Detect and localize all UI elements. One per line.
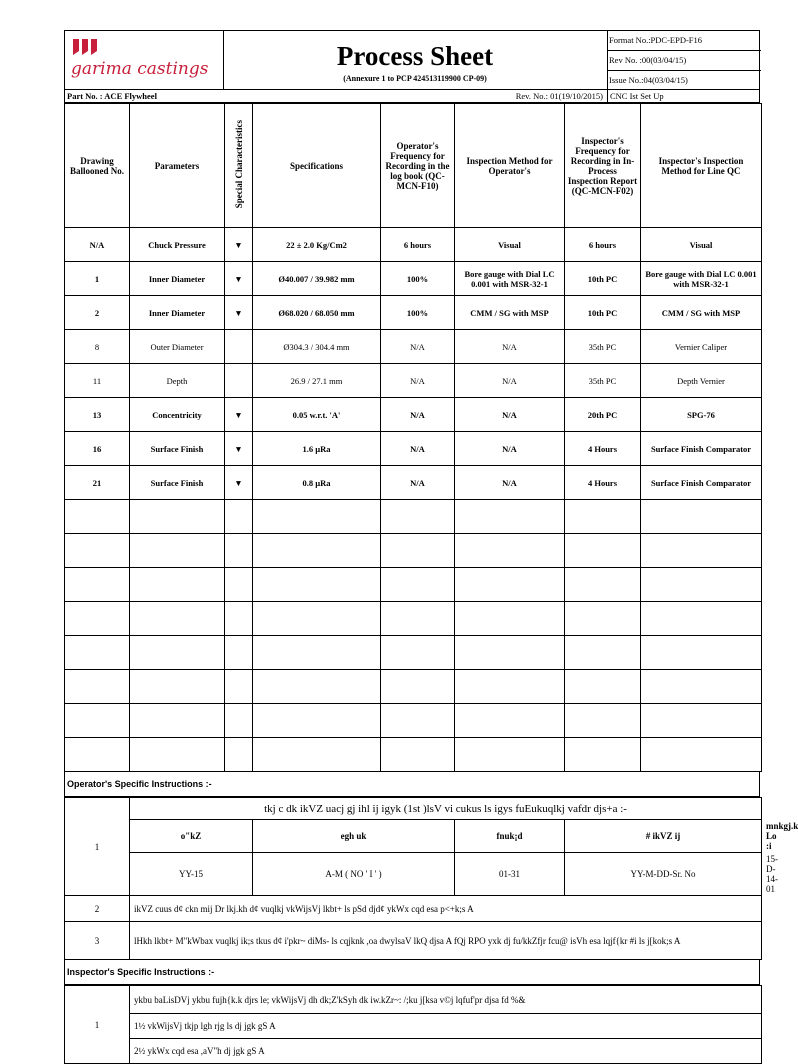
cell-spec: Ø68.020 / 68.050 mm	[253, 296, 381, 330]
cell-op-method: N/A	[455, 330, 565, 364]
cell-insp-freq: 20th PC	[565, 398, 641, 432]
cell-spec: 1.6 µRa	[253, 432, 381, 466]
empty-row	[65, 534, 762, 568]
empty-cell	[253, 534, 381, 568]
cell-op-method: Visual	[455, 228, 565, 262]
process-sheet	[64, 30, 798, 1064]
empty-cell	[565, 568, 641, 602]
instruction-text: tkj c dk ikVZ uacj gj ihl ij igyk (1st )lsV vi cukus ls igys fuEukuqlkj vafdr djs+a :-	[130, 798, 762, 820]
cell-spec: Ø40.007 / 39.982 mm	[253, 262, 381, 296]
cell-op-method: N/A	[455, 364, 565, 398]
cell-op-freq: 100%	[381, 262, 455, 296]
empty-cell	[455, 500, 565, 534]
empty-cell	[225, 636, 253, 670]
empty-cell	[565, 738, 641, 772]
sub-header: egh uk	[253, 820, 455, 853]
empty-cell	[130, 670, 225, 704]
empty-cell	[565, 500, 641, 534]
cell-param: Outer Diameter	[130, 330, 225, 364]
empty-cell	[641, 704, 762, 738]
title-box	[223, 31, 608, 89]
empty-cell	[65, 738, 130, 772]
doc-rev: Rev. No.: 01(19/10/2015)	[515, 91, 603, 101]
cell-sc: ▼	[225, 398, 253, 432]
cell-insp-freq: 4 Hours	[565, 466, 641, 500]
logo-icon	[71, 37, 101, 57]
empty-cell	[253, 738, 381, 772]
empty-cell	[130, 568, 225, 602]
table-body	[65, 228, 762, 772]
inspector-instructions-table	[64, 985, 762, 1064]
company-logo	[65, 31, 224, 89]
sub-value: A-M ( NO ' I ' )	[253, 853, 455, 896]
col-header: Drawing Ballooned No.	[65, 104, 130, 228]
col-header: Inspection Method for Operator's	[455, 104, 565, 228]
company-name: garima castings	[71, 59, 209, 79]
empty-cell	[253, 670, 381, 704]
cell-insp-method: Visual	[641, 228, 762, 262]
col-header	[225, 104, 253, 228]
empty-cell	[225, 534, 253, 568]
cell-op-method: N/A	[455, 466, 565, 500]
empty-cell	[381, 568, 455, 602]
empty-cell	[225, 704, 253, 738]
instruction-text: 1½ vkWijsVj tkjp lgh rjg ls dj jgk gS A	[130, 1014, 762, 1039]
cell-spec: 0.8 µRa	[253, 466, 381, 500]
empty-cell	[253, 500, 381, 534]
empty-row	[65, 568, 762, 602]
empty-cell	[641, 738, 762, 772]
empty-row	[65, 636, 762, 670]
cell-insp-freq: 6 hours	[565, 228, 641, 262]
cell-op-freq: 100%	[381, 296, 455, 330]
empty-cell	[381, 738, 455, 772]
empty-cell	[565, 670, 641, 704]
cell-sc: ▼	[225, 296, 253, 330]
instruction-number: 2	[65, 896, 130, 922]
empty-cell	[455, 534, 565, 568]
cell-param: Inner Diameter	[130, 296, 225, 330]
cell-no: 1	[65, 262, 130, 296]
cell-sc: ▼	[225, 466, 253, 500]
page-subtitle: (Annexure 1 to PCP 424513119900 CP-09)	[343, 74, 487, 83]
col-header: Inspector's Inspection Method for Line QC	[641, 104, 762, 228]
cell-sc: ▼	[225, 262, 253, 296]
empty-cell	[455, 704, 565, 738]
instruction-text: lHkh lkbt+ M"kWbax vuqlkj ik;s tkus d¢ i'pkr~ diMs- ls cqjknk ,oa dwylsaV lkQ djsa A fQj RPO yxk dj fu/kkZfjr fcu@ isVh esa lqjf{kr #i ls j[kok;s A	[130, 922, 762, 960]
format-info	[607, 31, 761, 89]
cell-insp-method: Depth Vernier	[641, 364, 762, 398]
empty-cell	[253, 636, 381, 670]
empty-cell	[565, 534, 641, 568]
instruction-number: 1	[65, 798, 130, 896]
instruction-number: 1	[65, 986, 130, 1064]
cell-sc: ▼	[225, 432, 253, 466]
col-header: Inspector's Frequency for Recording in In-Process Inspection Report (QC-MCN-F02)	[565, 104, 641, 228]
cell-op-freq: N/A	[381, 364, 455, 398]
empty-row	[65, 500, 762, 534]
empty-cell	[225, 500, 253, 534]
cell-sc	[225, 364, 253, 398]
cell-no: 13	[65, 398, 130, 432]
cell-spec: 0.05 w.r.t. 'A'	[253, 398, 381, 432]
empty-cell	[130, 636, 225, 670]
instruction-text: 2½ ykWx cqd esa ,aV"h dj jgk gS A	[130, 1039, 762, 1064]
empty-cell	[65, 568, 130, 602]
cell-insp-method: Surface Finish Comparator	[641, 432, 762, 466]
cell-no: 2	[65, 296, 130, 330]
empty-cell	[641, 636, 762, 670]
table-row	[65, 330, 762, 364]
table-row	[65, 466, 762, 500]
inspector-instructions-heading: Inspector's Specific Instructions :-	[64, 960, 760, 985]
cell-param: Concentricity	[130, 398, 225, 432]
empty-cell	[65, 500, 130, 534]
cell-param: Depth	[130, 364, 225, 398]
col-header: Parameters	[130, 104, 225, 228]
part-no: Part No. : ACE Flywheel	[67, 91, 157, 101]
cell-insp-freq: 4 Hours	[565, 432, 641, 466]
empty-cell	[641, 568, 762, 602]
operator-instructions-table: 1 tkj c dk ikVZ uacj gj ihl ij igyk (1st )lsV vi cukus ls igys fuEukuqlkj vafdr djs+a :- o"kZ egh uk fnuk¡d # ikVZ ij mnkgj.k Lo :i YY-15 A-M ( NO ' I ' ) 01-31 YY-M-DD-Sr. No 15-D-14-01 2 ikVZ cuus d¢ ckn mij Dr lkj.kh d¢ vuqlkj vkWijsVj lkbt+ ls pSd djd¢ ykWx cqd esa p<+k;s A 3 lHkh lkbt+ M"kWbax vuqlkj ik;s tkus d¢ i'pkr~ diMs- ls cqjknk ,oa dwylsaV lkQ djsa A fQj RPO yxk dj fu/kkZfjr fcu@ isVh esa lqjf{kr #i ls j[kok;s A	[64, 797, 762, 960]
empty-cell	[225, 738, 253, 772]
empty-cell	[565, 602, 641, 636]
cell-no: 8	[65, 330, 130, 364]
cnc-setup: CNC Ist Set Up	[607, 90, 762, 102]
cell-insp-freq: 10th PC	[565, 296, 641, 330]
empty-cell	[641, 670, 762, 704]
table-row	[65, 432, 762, 466]
empty-cell	[641, 602, 762, 636]
sub-value: YY-M-DD-Sr. No	[565, 853, 762, 896]
cell-param: Inner Diameter	[130, 262, 225, 296]
empty-cell	[130, 704, 225, 738]
empty-row	[65, 602, 762, 636]
empty-cell	[130, 602, 225, 636]
empty-cell	[381, 704, 455, 738]
empty-row	[65, 738, 762, 772]
empty-row	[65, 704, 762, 738]
instruction-text: ikVZ cuus d¢ ckn mij Dr lkj.kh d¢ vuqlkj vkWijsVj lkbt+ ls pSd djd¢ ykWx cqd esa p<+k;s A	[130, 896, 762, 922]
empty-cell	[381, 602, 455, 636]
cell-insp-method: Vernier Caliper	[641, 330, 762, 364]
empty-cell	[253, 602, 381, 636]
table-row	[65, 296, 762, 330]
sub-header: o"kZ	[130, 820, 253, 853]
table-header-row	[65, 104, 762, 228]
cell-insp-freq: 35th PC	[565, 330, 641, 364]
empty-cell	[381, 534, 455, 568]
cell-op-method: CMM / SG with MSP	[455, 296, 565, 330]
cell-spec: 26.9 / 27.1 mm	[253, 364, 381, 398]
empty-cell	[65, 534, 130, 568]
process-table	[64, 103, 762, 772]
instruction-text: ykbu baLisDVj ykbu fujh{k.k djrs le; vkWijsVj dh dk;Z'kSyh dk iw.kZr~: /;ku j[ksa v©j lqfuf'pr djsa fd %&	[130, 986, 762, 1014]
cell-op-freq: N/A	[381, 466, 455, 500]
cell-param: Surface Finish	[130, 466, 225, 500]
empty-cell	[225, 670, 253, 704]
col-header-vertical: Special Characteristics	[233, 120, 244, 209]
empty-cell	[565, 636, 641, 670]
sub-value: 01-31	[455, 853, 565, 896]
empty-cell	[641, 534, 762, 568]
empty-cell	[455, 568, 565, 602]
cell-no: 16	[65, 432, 130, 466]
cell-param: Surface Finish	[130, 432, 225, 466]
cell-no: N/A	[65, 228, 130, 262]
cell-op-freq: 6 hours	[381, 228, 455, 262]
empty-cell	[130, 500, 225, 534]
rev-no: Rev No. :00(03/04/15)	[607, 51, 761, 71]
empty-cell	[225, 568, 253, 602]
instruction-number: 3	[65, 922, 130, 960]
empty-cell	[381, 500, 455, 534]
cell-insp-method: SPG-76	[641, 398, 762, 432]
sub-value: YY-15	[130, 853, 253, 896]
cell-op-method: N/A	[455, 432, 565, 466]
cell-insp-method: Bore gauge with Dial LC 0.001 with MSR-32-1	[641, 262, 762, 296]
cell-insp-freq: 35th PC	[565, 364, 641, 398]
empty-cell	[65, 636, 130, 670]
empty-cell	[225, 602, 253, 636]
format-no: Format No.:PDC-EPD-F16	[607, 31, 761, 51]
table-row	[65, 228, 762, 262]
cell-spec: 22 ± 2.0 Kg/Cm2	[253, 228, 381, 262]
empty-cell	[455, 670, 565, 704]
cell-no: 11	[65, 364, 130, 398]
table-row	[65, 398, 762, 432]
empty-cell	[65, 670, 130, 704]
empty-cell	[381, 636, 455, 670]
empty-cell	[455, 602, 565, 636]
empty-cell	[65, 602, 130, 636]
empty-row	[65, 670, 762, 704]
empty-cell	[381, 670, 455, 704]
cell-op-method: Bore gauge with Dial LC 0.001 with MSR-32-1	[455, 262, 565, 296]
empty-cell	[253, 568, 381, 602]
table-row	[65, 262, 762, 296]
cell-insp-method: CMM / SG with MSP	[641, 296, 762, 330]
empty-cell	[130, 738, 225, 772]
col-header: Operator's Frequency for Recording in the log book (QC-MCN-F10)	[381, 104, 455, 228]
empty-cell	[253, 704, 381, 738]
col-header: Specifications	[253, 104, 381, 228]
sub-header: # ikVZ ij	[565, 820, 762, 853]
empty-cell	[455, 738, 565, 772]
page-title: Process Sheet	[336, 41, 494, 71]
cell-sc: ▼	[225, 228, 253, 262]
operator-instructions-heading: Operator's Specific Instructions :-	[64, 772, 760, 797]
empty-cell	[130, 534, 225, 568]
table-row	[65, 364, 762, 398]
cell-spec: Ø304.3 / 304.4 mm	[253, 330, 381, 364]
empty-cell	[455, 636, 565, 670]
sub-header: fnuk¡d	[455, 820, 565, 853]
cell-param: Chuck Pressure	[130, 228, 225, 262]
empty-cell	[641, 500, 762, 534]
cell-op-freq: N/A	[381, 432, 455, 466]
cell-op-freq: N/A	[381, 330, 455, 364]
issue-no: Issue No.:04(03/04/15)	[609, 75, 688, 85]
part-row	[64, 90, 760, 103]
cell-op-method: N/A	[455, 398, 565, 432]
cell-op-freq: N/A	[381, 398, 455, 432]
empty-cell	[565, 704, 641, 738]
cell-insp-method: Surface Finish Comparator	[641, 466, 762, 500]
cell-insp-freq: 10th PC	[565, 262, 641, 296]
sheet-header	[64, 30, 760, 90]
cell-sc	[225, 330, 253, 364]
cell-no: 21	[65, 466, 130, 500]
empty-cell	[65, 704, 130, 738]
